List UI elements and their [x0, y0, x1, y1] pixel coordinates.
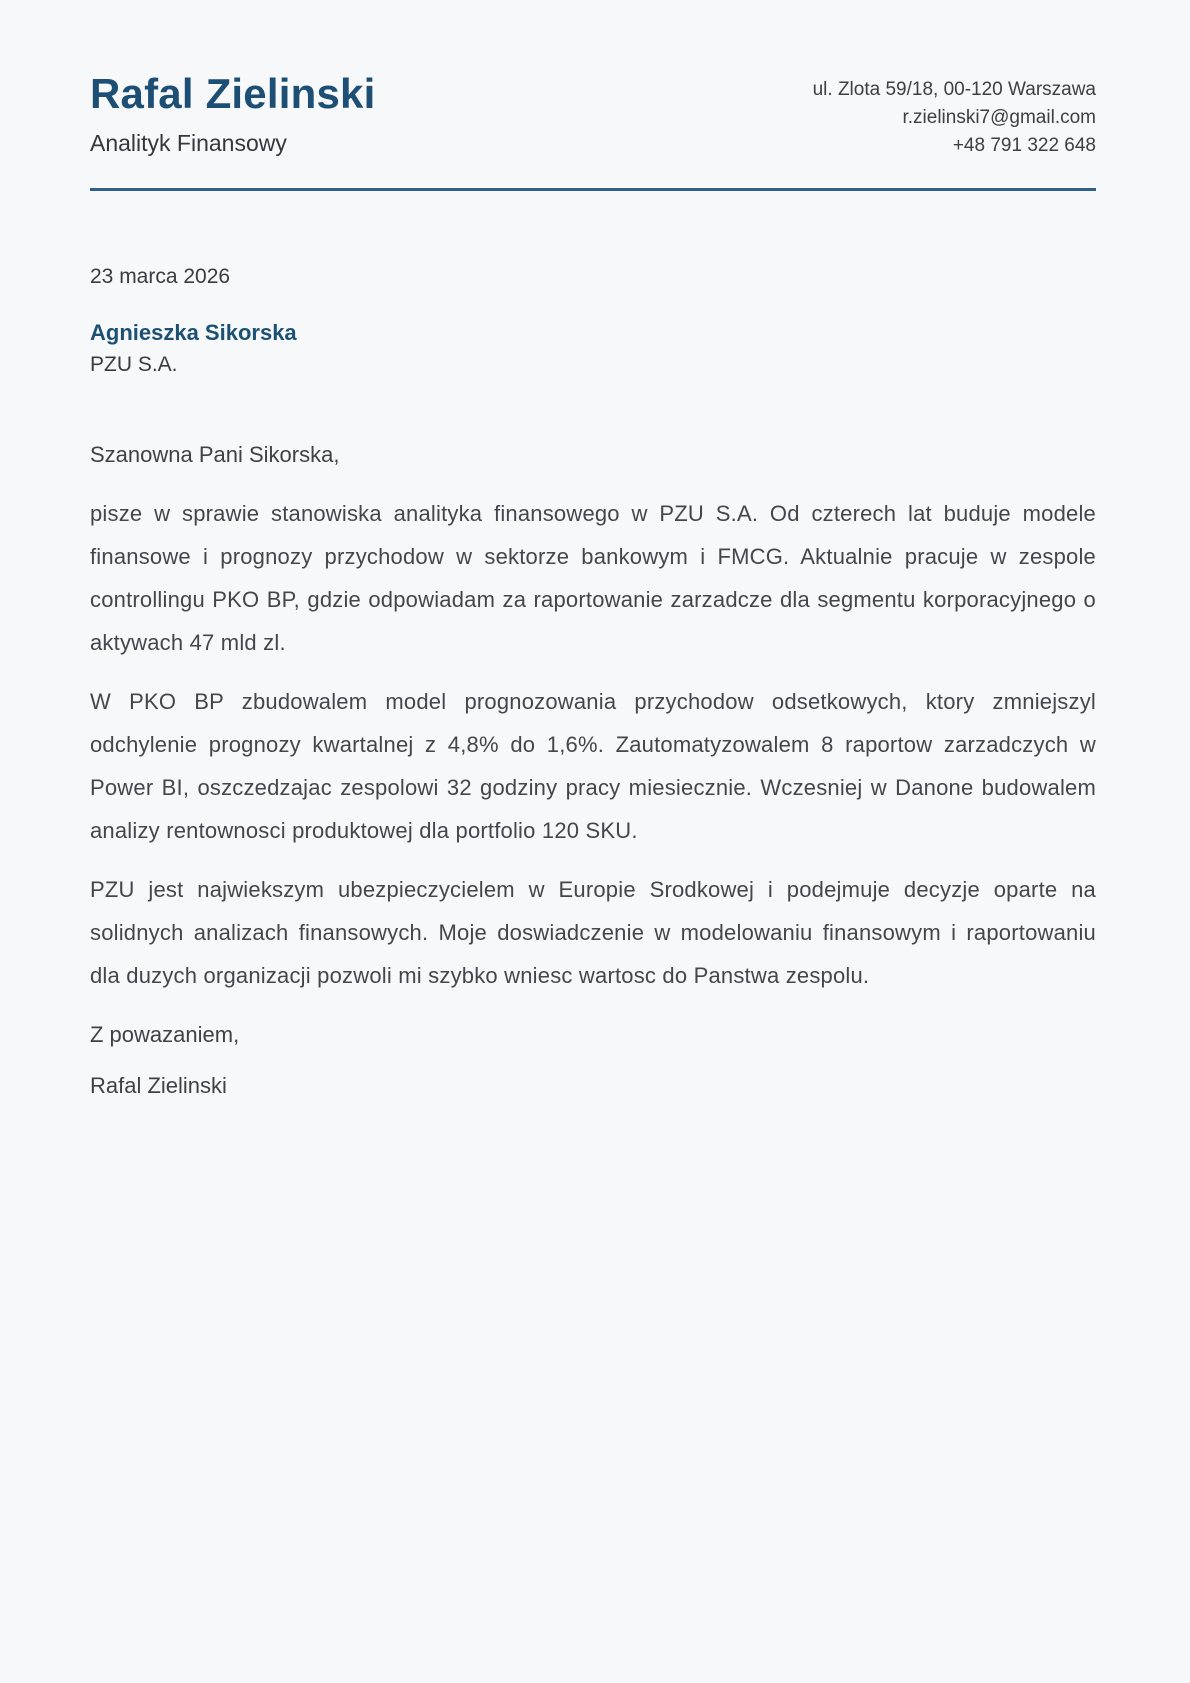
letter-header — [90, 70, 1096, 160]
recipient-company: PZU S.A. — [90, 352, 178, 376]
contact-address: ul. Zlota 59/18, 00-120 Warszawa — [812, 79, 1096, 100]
contact-email: r.zielinski7@gmail.com — [902, 107, 1096, 128]
letter-date: 23 marca 2026 — [90, 265, 231, 288]
paragraph-achievements: W PKO BP zbudowalem model prognozowania przychodow odsetkowych, ktory zmniejszyl odchylenie prognozy kwartalnej z 4,8% do 1,6%. Zautomatyzowalem 8 raportow zarzadczych w Power BI, oszczedzajac zespolowi 32 godziny pracy miesiecznie. Wczesniej w Danone budowalem analizy rentownosci produktowej dla portfolio 120 SKU. — [90, 688, 1096, 843]
recipient-name: Agnieszka Sikorska — [90, 320, 297, 345]
person-job-title: Analityk Finansowy — [90, 130, 287, 157]
paragraph-intro: pisze w sprawie stanowiska analityka finansowego w PZU S.A. Od czterech lat buduje modele finansowe i prognozy przychodow w sektorze bankowym i FMCG. Aktualnie pracuje w zespole controllingu PKO BP, gdzie odpowiadam za raportowanie zarzadcze dla segmentu korporacyjnego o aktywach 47 mld zl. — [90, 500, 1096, 655]
contact-info — [813, 70, 1096, 160]
paragraph-motivation: PZU jest najwiekszym ubezpieczycielem w Europie Srodkowej i podejmuje decyzje oparte na solidnych analizach finansowych. Moje doswiadczenie w modelowaniu finansowym i raportowaniu dla duzych organizacji pozwoli mi szybko wniesc wartosc do Panstwa zespolu. — [90, 876, 1096, 988]
greeting: Szanowna Pani Sikorska, — [90, 441, 340, 467]
header-divider — [90, 188, 1096, 191]
contact-phone: +48 791 322 648 — [952, 135, 1096, 156]
person-name: Rafal Zielinski — [90, 70, 376, 117]
closing: Z powazaniem, — [90, 1021, 240, 1047]
sender-identity — [90, 70, 375, 157]
signature-name: Rafal Zielinski — [90, 1072, 227, 1098]
recipient-block — [90, 319, 1096, 381]
letter-body — [90, 265, 1096, 1107]
